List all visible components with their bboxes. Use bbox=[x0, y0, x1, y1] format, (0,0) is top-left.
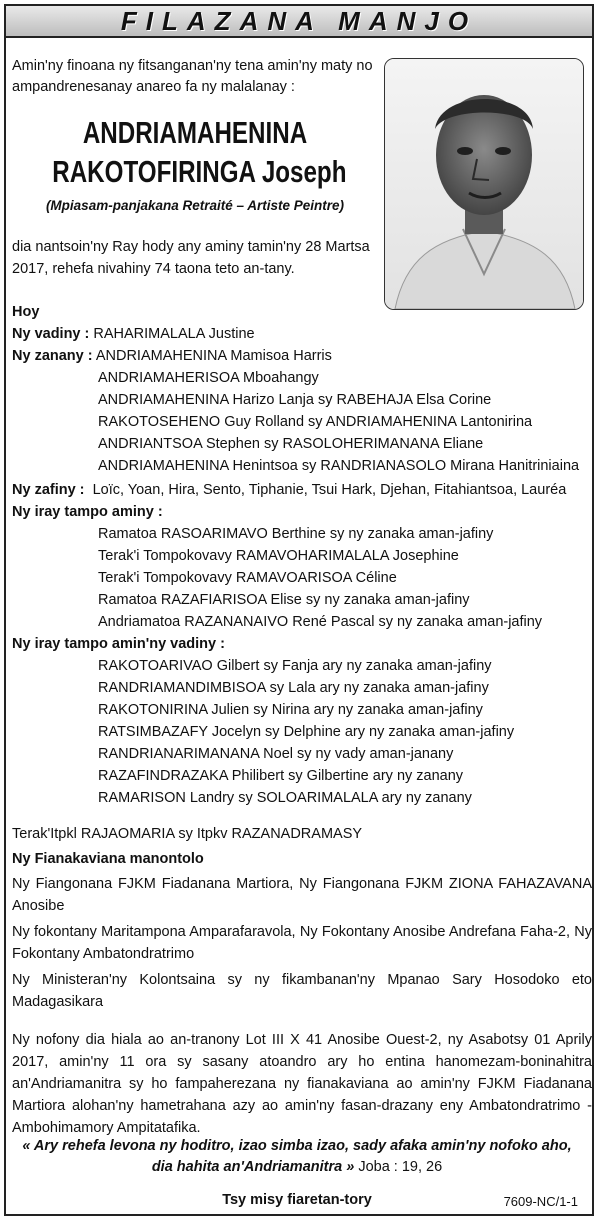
sibling-name: Terak'i Tompokovavy RAMAVOHARIMALALA Josephine bbox=[98, 548, 459, 564]
hoy-label: Hoy bbox=[12, 304, 40, 320]
child-name: ANDRIAMAHERISOA Mboahangy bbox=[98, 370, 319, 386]
children-line bbox=[12, 345, 332, 367]
inlaw-name: RANDRIAMANDIMBISOA sy Lala ary ny zanaka aman-jafiny bbox=[98, 680, 489, 696]
inlaw-name: RANDRIANARIMANANA Noel sy ny vady aman-janany bbox=[98, 746, 454, 762]
spouse-name: RAHARIMALALA Justine bbox=[93, 326, 255, 342]
descendants-line: Terak'Itpkl RAJAOMARIA sy Itpkv RAZANADRAMASY bbox=[12, 826, 363, 842]
deceased-name-line1: ANDRIAMAHENINA bbox=[82, 115, 308, 150]
scripture-text: dia hahita an'Andriamanitra » bbox=[151, 1159, 355, 1175]
child-name: RAKOTOSEHENO Guy Rolland sy ANDRIAMAHENINA Lantonirina bbox=[98, 414, 533, 430]
whole-family-label: Ny Fianakaviana manontolo bbox=[12, 851, 204, 867]
community-fokontany: Ny fokontany Maritampona Amparafaravola, Ny Fokontany Anosibe Andrefana Faha-2, Ny Fokontany Ambatondratrimo bbox=[12, 924, 592, 962]
header-bar bbox=[4, 4, 594, 38]
scripture-quote-line1: « Ary rehefa levona ny hoditro, izao simba izao, sady afaka amin'ny nofoko aho, bbox=[22, 1138, 572, 1154]
inlaw-name: RAZAFINDRAZAKA Philibert sy Gilbertine ary ny zanany bbox=[98, 768, 464, 784]
scripture-reference: Joba : 19, 26 bbox=[358, 1159, 443, 1175]
grandchildren-names: Loïc, Yoan, Hira, Sento, Tiphanie, Tsui Hark, Djehan, Fitahiantsoa, Lauréa bbox=[92, 482, 567, 498]
spouse-line bbox=[12, 323, 255, 345]
sibling-name: Terak'i Tompokovavy RAMAVOARISOA Céline bbox=[98, 570, 397, 586]
community-ministry: Ny Ministeran'ny Kolontsaina sy ny fikambanan'ny Mpanao Sary Hosodoko eto Madagasikara bbox=[12, 972, 592, 1010]
siblings-label: Ny iray tampo aminy : bbox=[12, 504, 163, 520]
community-church: Ny Fiangonana FJKM Fiadanana Martiora, Ny Fiangonana FJKM ZIONA FAHAZAVANA Anosibe bbox=[12, 876, 592, 914]
inlaws-label: Ny iray tampo amin'ny vadiny : bbox=[12, 636, 225, 652]
child-name: ANDRIANTSOA Stephen sy RASOLOHERIMANANA Eliane bbox=[98, 436, 484, 452]
portrait-image bbox=[385, 59, 583, 309]
deceased-name-line2: RAKOTOFIRINGA Joseph bbox=[52, 154, 347, 189]
inlaw-name: RAKOTONIRINA Julien sy Nirina ary ny zanaka aman-jafiny bbox=[98, 702, 483, 718]
sibling-name: Andriamatoa RAZANANAIVO René Pascal sy ny zanaka aman-jafiny bbox=[98, 614, 543, 630]
deceased-portrait bbox=[384, 58, 584, 310]
reference-code: 7609-NC/1-1 bbox=[503, 1194, 578, 1209]
deceased-title: (Mpiasam-panjakana Retraité – Artiste Peintre) bbox=[45, 198, 345, 213]
death-text: dia nantsoin'ny Ray hody any aminy tamin'ny 28 Martsa 2017, rehefa nivahiny 74 taona teto an-tany. bbox=[12, 239, 370, 277]
header-title: FILAZANA MANJO bbox=[120, 6, 478, 36]
no-flowers-note: Tsy misy fiaretan-tory bbox=[222, 1192, 372, 1208]
inlaw-name: RAMARISON Landry sy SOLOARIMALALA ary ny zanany bbox=[98, 790, 472, 806]
sibling-name: Ramatoa RASOARIMAVO Berthine sy ny zanaka aman-jafiny bbox=[98, 526, 494, 542]
inlaw-name: RATSIMBAZAFY Jocelyn sy Delphine ary ny zanaka aman-jafiny bbox=[98, 724, 515, 740]
intro-text: Amin'ny finoana ny fitsanganan'ny tena amin'ny maty no ampandrenesanay anareo fa ny malalanay : bbox=[12, 58, 373, 95]
inlaw-name: RAKOTOARIVAO Gilbert sy Fanja ary ny zanaka aman-jafiny bbox=[98, 658, 492, 674]
child-name: ANDRIAMAHENINA Mamisoa Harris bbox=[95, 348, 332, 364]
children-label: Ny zanany : bbox=[12, 348, 93, 364]
scripture-quote-line2 bbox=[12, 1157, 582, 1178]
spouse-label: Ny vadiny : bbox=[12, 326, 90, 342]
child-name: ANDRIAMAHENINA Henintsoa sy RANDRIANASOLO Mirana Hanitriniaina bbox=[98, 458, 580, 474]
grandchildren-line bbox=[12, 479, 566, 501]
funeral-text: Ny nofony dia hiala ao an-tranony Lot III X 41 Anosibe Ouest-2, ny Asabotsy 01 Aprily 2017, amin'ny 11 ora sy sasany atoandro ary ho entina hanomezam-boninahitra an'Andriamanitra sy ho fampaherezana ny fianakaviana ao amin'ny FJKM Fiadanana Martiora alohan'ny hametrahana azy ao amin'ny fasan-drazany eny Ambatondratrimo - Ambohimamory Ampitatafika. bbox=[12, 1032, 592, 1136]
grandchildren-label: Ny zafiny : bbox=[12, 482, 85, 498]
sibling-name: Ramatoa RAZAFIARISOA Elise sy ny zanaka aman-jafiny bbox=[98, 592, 470, 608]
child-name: ANDRIAMAHENINA Harizo Lanja sy RABEHAJA Elsa Corine bbox=[98, 392, 492, 408]
